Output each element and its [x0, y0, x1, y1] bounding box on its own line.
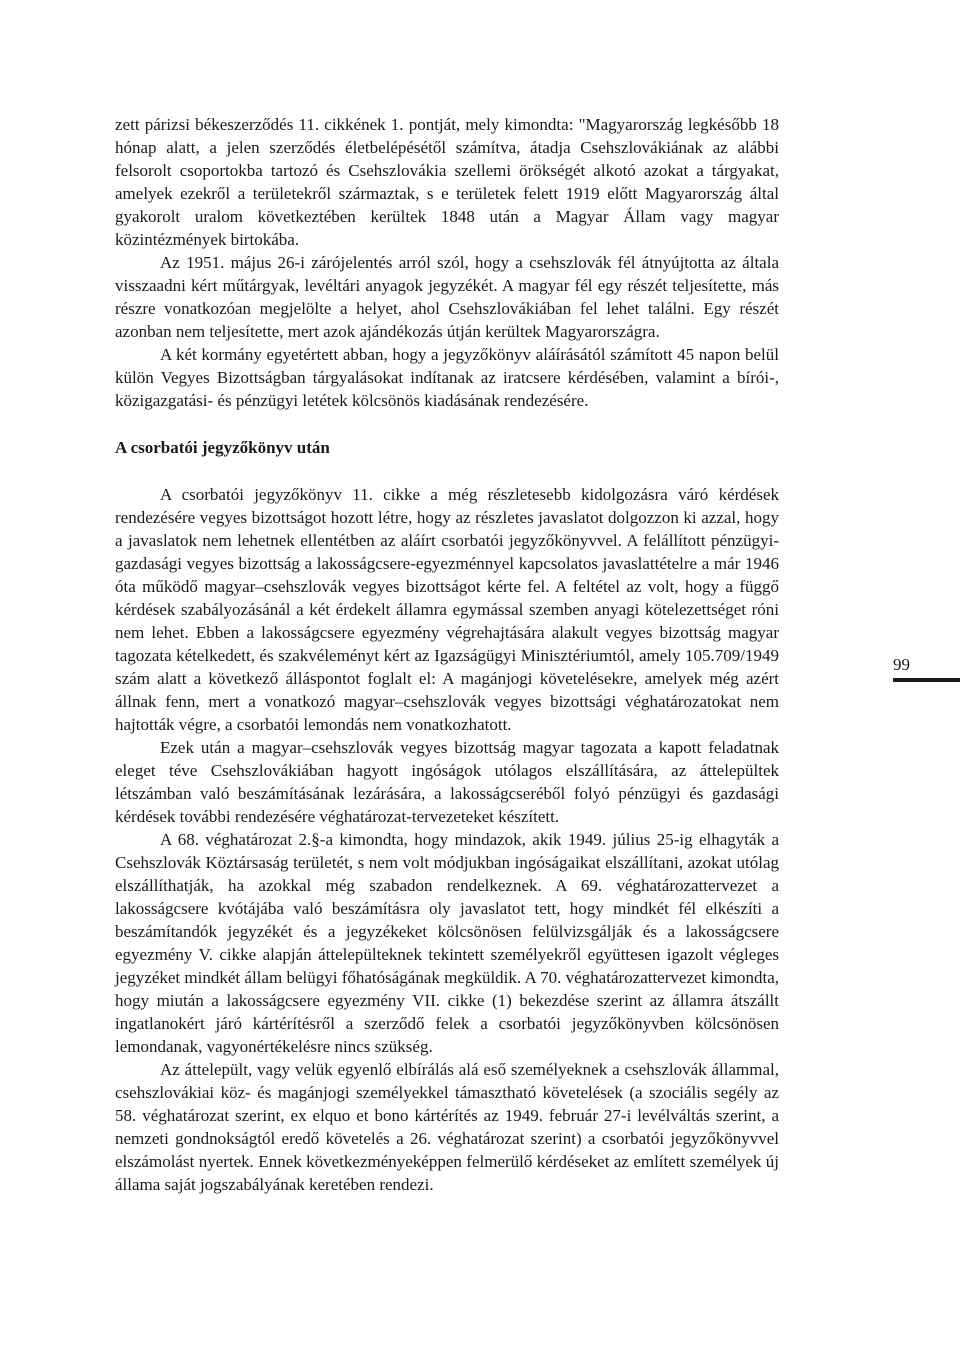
page-number-rule [893, 678, 960, 682]
section-heading: A csorbatói jegyzőkönyv után [115, 438, 330, 457]
paragraph: A csorbatói jegyzőkönyv 11. cikke a még részletesebb kidolgozásra váró kérdések rendezésére vegyes bizottságot hozott létre, hogy az részletes javaslatot dolgozzon ki azzal, hogy a javaslatok nem lehetnek ellentétben az aláírt csorbatói jegyzőkönyvvel. A felállított pénzügyi-gazdasági vegyes bizottság a lakosságcsere-egyezménnyel kapcsolatos javaslattételre a már 1946 óta működő magyar–csehszlovák vegyes bizottságot kérte fel. A feltétel az volt, hogy a függő kérdések szabályozásánál a két érdekelt államra egymással szemben anyagi kötelezettséget róni nem lehet. Ebben a lakosságcsere egyezmény végrehajtására alakult vegyes bizottság magyar tagozata kételkedett, és szakvéleményt kért az Igazságügyi Minisztériumtól, amely 105.709/1949 szám alatt a következő álláspontot foglalt el: A magánjogi követelésekre, amelyek még azért állnak fenn, mert a vonatkozó magyar–csehszlovák vegyes bizottsági véghatározatokat nem hajtották végre, a csorbatói lemondás nem vonatkozhatott. [115, 485, 779, 734]
paragraph: Ezek után a magyar–csehszlovák vegyes bizottság magyar tagozata a kapott feladatnak eleget téve Csehszlovákiában hagyott ingóságok utólagos elszállítására, az áttelepültek létszámban való beszámításának lezárására, a lakosságcseréből folyó pénzügyi és gazdasági kérdések további rendezésére véghatározat-tervezeteket készített. [115, 738, 779, 826]
paragraph: Az áttelepült, vagy velük egyenlő elbírálás alá eső személyeknek a csehszlovák állammal, csehszlovákiai köz- és magánjogi személyekkel támasztható követelések (a szociális segély az 58. véghatározat szerint, ex elquo et bono kártérítés az 1949. február 27-i levélváltás szerint, a nemzeti gondnokságtól eredő követelés a 26. véghatározat szerint) a csorbatói jegyzőkönyvvel elszámolást nyertek. Ennek következményeképpen felmerülő kérdéseket az említett személyek új állama saját jogszabályának keretében rendezi. [115, 1060, 779, 1194]
paragraph: zett párizsi békeszerződés 11. cikkének 1. pontját, mely kimondta: "Magyarország legkésőbb 18 hónap alatt, a jelen szerződés életbelépésétől számítva, átadja Csehszlovákiának az alábbi felsorolt csoportokba tartozó és Csehszlovákia szellemi örökségét alkotó azokat a tárgyakat, amelyek ezekről a területekről származtak, s e területek felett 1919 előtt Magyarország által gyakorolt uralom következtében kerültek 1848 után a Magyar Állam vagy magyar közintézmények birtokába. [115, 115, 779, 249]
paragraph: A 68. véghatározat 2.§-a kimondta, hogy mindazok, akik 1949. július 25-ig elhagyták a Csehszlovák Köztársaság területét, s nem volt módjukban ingóságaikat elszállítani, azokat utólag elszállíthatják, ha azokkal még szabadon rendelkeznek. A 69. véghatározattervezet a lakosságcsere kvótájába való beszámításra oly javaslatot tett, hogy mindkét fél elkészíti a beszámítandók jegyzékét és a jegyzékeket kölcsönösen felülvizsgálják és a lakosságcsere egyezmény V. cikke alapján áttelepülteknek tekintett személyekről együttesen igazolt végleges jegyzéket mindkét állam belügyi főhatóságának megküldik. A 70. véghatározattervezet kimondta, hogy miután a lakosságcsere egyezmény VII. cikke (1) bekezdése szerint az államra átszállt ingatlanokért járó kártérítésről a szerződő felek a csorbatói jegyzőkönyvben kölcsönösen lemondanak, vagyonértékelésre nincs szükség. [115, 830, 779, 1056]
paragraph: A két kormány egyetértett abban, hogy a jegyzőkönyv aláírásától számított 45 napon belül külön Vegyes Bizottságban tárgyalásokat indítanak az iratcsere kérdésében, valamint a bírói-, közigazgatási- és pénzügyi letétek kölcsönös kiadásának rendezésére. [115, 345, 779, 410]
page-number: 99 [893, 655, 910, 674]
paragraph: Az 1951. május 26-i zárójelentés arról szól, hogy a csehszlovák fél átnyújtotta az általa visszaadni kért műtárgyak, levéltári anyagok jegyzékét. A magyar fél egy részét teljesítette, más részre vonatkozóan megjelölte a helyet, ahol Csehszlovákiában fel lehet találni. Egy részét azonban nem teljesítette, mert azok ajándékozás útján kerültek Magyarországra. [115, 253, 779, 341]
main-text-column [115, 113, 779, 1196]
